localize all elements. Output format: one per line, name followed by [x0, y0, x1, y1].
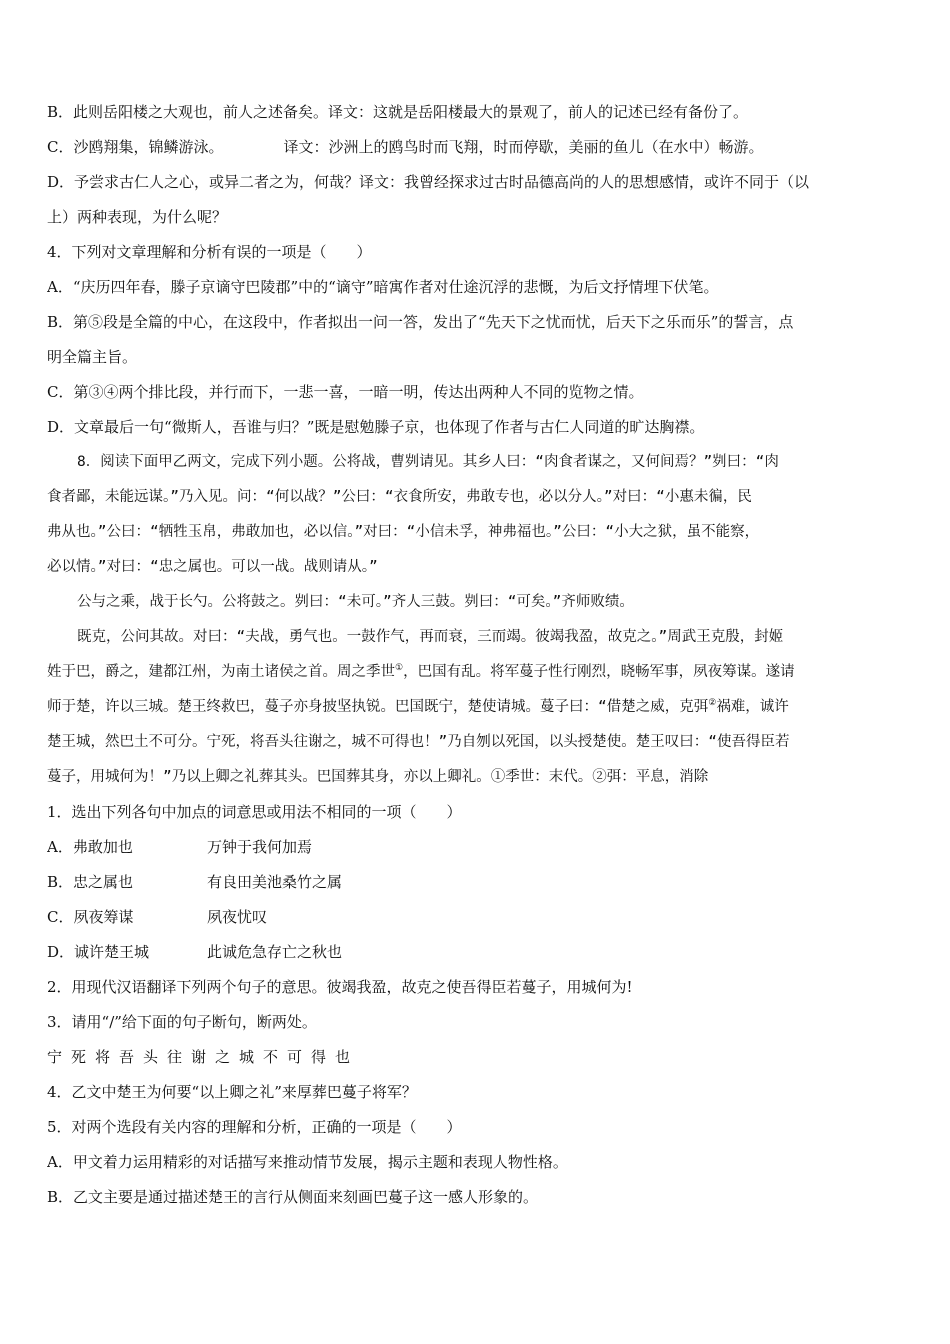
option-left: B．忠之属也: [47, 873, 134, 891]
q1-option-a: [47, 830, 917, 865]
option-b-line: B．此则岳阳楼之大观也，前人之述备矣。译文：这就是岳阳楼最大的景观了，前人的记述已经有备份了。: [47, 103, 749, 121]
q4-option-c: C．第③④两个排比段，并行而下，一悲一喜，一暗一明，传达出两种人不同的览物之情。: [47, 383, 644, 401]
passage-line: 公与之乘，战于长勺。公将鼓之。刿曰：“未可。”齐人三鼓。刿曰：“可矣。”齐师败绩。: [77, 594, 634, 610]
footnote-marker-2: ②: [708, 698, 717, 709]
passage-text: 师于楚，许以三城。楚王终救巴，蔓子亦身披坚执锐。巴国既宁，楚使请城。蔓子曰：“借楚之威，克弭: [47, 699, 709, 715]
question-3-sentence: 宁死将吾头往谢之城不可得也: [47, 1048, 360, 1066]
q1-option-c: [47, 900, 917, 935]
option-right: 夙夜忧叹: [207, 908, 268, 926]
q4-option-d: D．文章最后一句“微斯人，吾谁与归？”既是慰勉滕子京，也体现了作者与古仁人同道的旷达胸襟。: [47, 418, 705, 436]
question-2: 2．用现代汉语翻译下列两个句子的意思。彼竭我盈，故克之使吾得臣若蔓子，用城何为!: [47, 978, 633, 996]
option-left: C．夙夜筹谋: [47, 908, 134, 926]
option-left: D．诚许楚王城: [47, 943, 150, 961]
q1-option-d: [47, 935, 917, 970]
q1-option-b: [47, 865, 917, 900]
passage-line: 必以情。”对曰：“忠之属也。可以一战。战则请从。”: [47, 559, 378, 575]
option-c-line: [47, 130, 917, 165]
option-c-translation: 译文：沙洲上的鸥鸟时而飞翔，时而停歇，美丽的鱼儿（在水中）畅游。: [283, 138, 764, 156]
passage-text: 祸难，诚许: [716, 699, 789, 715]
question-3-stem: 3．请用“/”给下面的句子断句，断两处。: [47, 1013, 317, 1031]
passage-line: 楚王城，然巴土不可分。宁死，将吾头往谢之，城不可得也！”乃自刎以死国，以头授楚使。楚王叹曰：“使吾得臣若: [47, 734, 790, 750]
q4-option-b-continuation: 明全篇主旨。: [47, 348, 138, 366]
passage-line: 蔓子，用城何为！”乃以上卿之礼葬其头。巴国葬其身，亦以上卿礼。①季世：末代。②弭：平息，消除: [47, 769, 709, 785]
question-1-stem: 1．选出下列各句中加点的词意思或用法不相同的一项（ ）: [47, 803, 462, 821]
q5-option-a: A．甲文着力运用精彩的对话描写来推动情节发展，揭示主题和表现人物性格。: [47, 1153, 568, 1171]
question-5-stem: 5．对两个选段有关内容的理解和分析，正确的一项是（ ）: [47, 1118, 462, 1136]
document-page: [47, 95, 917, 1215]
q4-option-a: A．“庆历四年春，滕子京谪守巴陵郡”中的“谪守”暗寓作者对仕途沉浮的悲慨，为后文抒情埋下伏笔。: [47, 278, 719, 296]
option-right: 此诚危急存亡之秋也: [207, 943, 343, 961]
option-right: 有良田美池桑竹之属: [207, 873, 343, 891]
passage-line: 食者鄙，未能远谋。”乃入见。问：“何以战？”公曰：“衣食所安，弗敢专也，必以分人。”对曰：“小惠未徧，民: [47, 489, 752, 505]
passage-line: 8．阅读下面甲乙两文，完成下列小题。公将战，曹刿请见。其乡人曰：“肉食者谋之，又何间焉？”刿曰：“肉: [77, 454, 779, 470]
option-right: 万钟于我何加焉: [207, 838, 313, 856]
passage-line: 既克，公问其故。对曰：“夫战，勇气也。一鼓作气，再而衰，三而竭。彼竭我盈，故克之。”周武王克殷，封姬: [77, 629, 784, 645]
passage-text: ，巴国有乱。将军蔓子性行刚烈，晓畅军事，夙夜筹谋。遂请: [403, 664, 795, 680]
option-d-continuation: 上）两种表现，为什么呢？: [47, 208, 228, 226]
q4-option-b: B．第⑤段是全篇的中心，在这段中，作者拟出一问一答，发出了“先天下之忧而忧，后天下之乐而乐”的誓言，点: [47, 313, 794, 331]
question-4: 4．乙文中楚王为何要“以上卿之礼”来厚葬巴蔓子将军？: [47, 1083, 417, 1101]
passage-line: 弗从也。”公曰：“牺牲玉帛，弗敢加也，必以信。”对曰：“小信未孚，神弗福也。”公曰：“小大之狱，虽不能察，: [47, 524, 760, 540]
passage-line: [47, 690, 917, 725]
question-4-stem: 4．下列对文章理解和分析有误的一项是（ ）: [47, 243, 372, 261]
passage-text: 姓于巴，爵之，建都江州，为南土诸侯之首。周之季世: [47, 664, 395, 680]
option-c-text: C．沙鸥翔集，锦鳞游泳。: [47, 138, 224, 156]
passage-line: [47, 655, 917, 690]
option-d-line: D．予尝求古仁人之心，或异二者之为，何哉？译文：我曾经探求过古时品德高尚的人的思想感情，或许不同于（以: [47, 173, 810, 191]
q5-option-b: B．乙文主要是通过描述楚王的言行从侧面来刻画巴蔓子这一感人形象的。: [47, 1188, 539, 1206]
option-left: A．弗敢加也: [47, 838, 133, 856]
footnote-marker-1: ①: [395, 663, 404, 674]
